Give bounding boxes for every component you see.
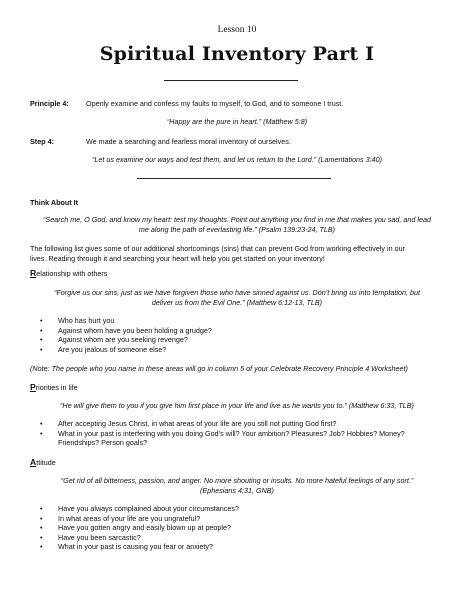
- list-item: • Have you been sarcastic?: [40, 533, 440, 543]
- step-quote: “Let us examine our ways and test them, and let us return to the Lord.” (Lamentations 3:40): [91, 155, 383, 164]
- section-heading-priorities: [30, 382, 78, 393]
- think-quote-line: “Search me, O God, and know my heart: test my thoughts. Point out anything you find in me that makes you sad, and lead: [43, 215, 431, 224]
- list-item: • In what areas of your life are you ungrateful?: [40, 514, 440, 524]
- step-text: We made a searching and fearless moral inventory of ourselves.: [86, 137, 291, 146]
- section-divider: [137, 178, 331, 179]
- list-item: • After accepting Jesus Christ, in what areas of your life are you still not putting God first?: [40, 419, 440, 429]
- step-label: Step 4:: [30, 137, 54, 146]
- principle-text: Openly examine and confess my faults to myself, to God, and to someone I trust.: [86, 99, 344, 108]
- think-quote-line: me along the path of everlasting life.” (Psalm 139:23-24, TLB): [138, 224, 336, 234]
- attitude-quote: [30, 476, 444, 495]
- section-initial: A: [30, 457, 37, 467]
- relationships-quote-line: deliver us from the Evil One.” (Matthew 6:12-13, TLB): [151, 297, 323, 307]
- section-heading-attitude: [30, 457, 56, 468]
- attitude-quote-line: “Get rid of all bitterness, passion, and anger. No more shouting or insults. No more hateful feelings of any sort.”: [60, 476, 414, 485]
- attitude-list: [40, 504, 440, 552]
- section-initial: R: [30, 268, 37, 278]
- section-heading-text: ttitude: [36, 458, 56, 467]
- section-heading-relationships: [30, 268, 107, 279]
- lesson-number: Lesson 10: [217, 25, 257, 35]
- page-title: Spiritual Inventory Part I: [99, 43, 375, 65]
- priorities-list-continuation: Friendships? Person goals?: [58, 438, 148, 447]
- section-heading-text: riorities in life: [35, 383, 78, 392]
- title-underline: [164, 80, 298, 81]
- relationships-quote-line: “Forgive us our sins, just as we have forgiven those who have sinned against us. Don’t bring us into temptation, but: [54, 288, 420, 297]
- list-item: • What in your past is causing you fear or anxiety?: [40, 542, 440, 552]
- attitude-quote-line: (Ephesians 4:31, GNB): [200, 485, 274, 495]
- principle-quote: “Happy are the pure in heart.” (Matthew 5:8): [166, 117, 308, 126]
- section-heading-text: elationship with others: [36, 269, 108, 278]
- list-item: • Who has hurt you: [40, 316, 440, 326]
- think-paragraph-line: lives. Reading through it and searching your heart will help you get started on your inventory!: [30, 253, 325, 263]
- relationships-list: [40, 316, 440, 354]
- priorities-list: [40, 419, 440, 438]
- list-item: • Have you gotten angry and easily blown up at people?: [40, 523, 440, 533]
- list-item: • Against whom have you been holding a grudge?: [40, 326, 440, 336]
- list-item: • What in your past is interfering with you doing God’s will? Your ambition? Pleasures? Job? Hobbies? Money?: [40, 429, 440, 439]
- list-item: • Are you jealous of someone else?: [40, 345, 440, 355]
- relationships-quote: [30, 288, 444, 307]
- section-initial: P: [30, 382, 36, 392]
- think-quote: [30, 215, 444, 234]
- relationships-note: (Note: The people who you name in these areas will go in column 5 of your Celebrate Recovery Principle 4 Worksheet): [30, 364, 408, 373]
- list-item: • Against whom are you seeking revenge?: [40, 335, 440, 345]
- think-paragraph: [30, 244, 444, 263]
- principle-label: Principle 4:: [30, 99, 69, 108]
- think-heading: Think About It: [30, 198, 79, 207]
- think-paragraph-line: The following list gives some of our additional shortcomings (sins) that can prevent God from working effectively in our: [30, 244, 405, 253]
- priorities-quote: “He will give them to you if you give him first place in your life and live as he wants you to.” (Matthew 6:33, TLB): [60, 401, 414, 410]
- list-item: • Have you always complained about your circumstances?: [40, 504, 440, 514]
